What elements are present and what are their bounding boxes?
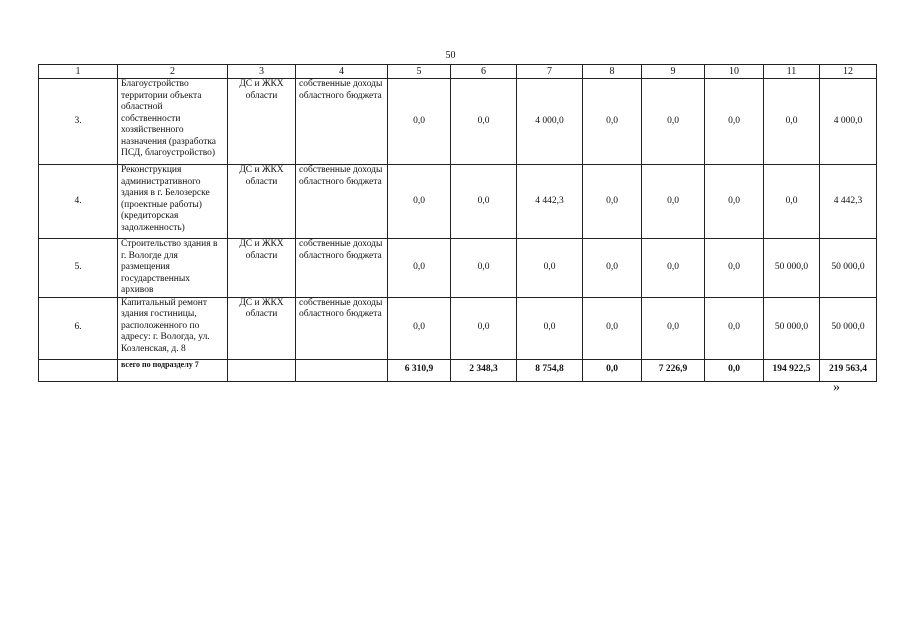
total-value: 0,0 bbox=[583, 359, 642, 381]
row-executor: ДС и ЖКХ области bbox=[228, 165, 296, 239]
column-header: 8 bbox=[583, 65, 642, 79]
row-value: 0,0 bbox=[388, 297, 451, 359]
row-value: 4 000,0 bbox=[820, 79, 877, 165]
total-label: всего по подразделу 7 bbox=[118, 359, 228, 381]
row-name: Строительство здания в г. Вологде для размещения государственных архивов bbox=[118, 239, 228, 298]
column-header: 1 bbox=[39, 65, 118, 79]
total-empty-cell bbox=[296, 359, 388, 381]
row-value: 0,0 bbox=[451, 165, 517, 239]
total-value: 6 310,9 bbox=[388, 359, 451, 381]
row-value: 50 000,0 bbox=[820, 239, 877, 298]
row-value: 0,0 bbox=[642, 79, 705, 165]
row-value: 0,0 bbox=[388, 79, 451, 165]
row-name: Реконструкция административного здания в г. Белозерске (проектные работы) (кредиторская задолженность) bbox=[118, 165, 228, 239]
column-header: 7 bbox=[517, 65, 583, 79]
row-value: 0,0 bbox=[517, 297, 583, 359]
column-header: 5 bbox=[388, 65, 451, 79]
row-index: 4. bbox=[39, 165, 118, 239]
row-index: 6. bbox=[39, 297, 118, 359]
row-value: 4 442,3 bbox=[517, 165, 583, 239]
row-value: 4 442,3 bbox=[820, 165, 877, 239]
total-empty-cell bbox=[228, 359, 296, 381]
row-value: 0,0 bbox=[705, 79, 764, 165]
row-value: 0,0 bbox=[388, 239, 451, 298]
row-executor: ДС и ЖКХ области bbox=[228, 297, 296, 359]
row-value: 4 000,0 bbox=[517, 79, 583, 165]
row-value: 0,0 bbox=[642, 239, 705, 298]
row-value: 0,0 bbox=[517, 239, 583, 298]
row-value: 0,0 bbox=[451, 297, 517, 359]
row-name: Благоустройство территории объекта областной собственности хозяйственного назначения (разработка ПСД, благоустройство) bbox=[118, 79, 228, 165]
row-executor: ДС и ЖКХ области bbox=[228, 79, 296, 165]
row-source: собственные доходы областного бюджета bbox=[296, 79, 388, 165]
total-value: 219 563,4 bbox=[820, 359, 877, 381]
total-value: 8 754,8 bbox=[517, 359, 583, 381]
column-number-row bbox=[39, 65, 877, 79]
table-row bbox=[39, 297, 877, 359]
row-source: собственные доходы областного бюджета bbox=[296, 165, 388, 239]
row-value: 0,0 bbox=[705, 165, 764, 239]
row-value: 0,0 bbox=[642, 165, 705, 239]
row-value: 0,0 bbox=[388, 165, 451, 239]
column-header: 2 bbox=[118, 65, 228, 79]
column-header: 6 bbox=[451, 65, 517, 79]
total-value: 2 348,3 bbox=[451, 359, 517, 381]
column-header: 10 bbox=[705, 65, 764, 79]
row-value: 50 000,0 bbox=[764, 239, 820, 298]
total-value: 194 922,5 bbox=[764, 359, 820, 381]
table-row bbox=[39, 239, 877, 298]
budget-table bbox=[38, 64, 877, 382]
row-index: 5. bbox=[39, 239, 118, 298]
column-header: 3 bbox=[228, 65, 296, 79]
row-value: 50 000,0 bbox=[820, 297, 877, 359]
row-value: 0,0 bbox=[705, 297, 764, 359]
total-value: 7 226,9 bbox=[642, 359, 705, 381]
row-value: 0,0 bbox=[583, 239, 642, 298]
row-value: 0,0 bbox=[764, 79, 820, 165]
page-number: 50 bbox=[445, 50, 456, 61]
row-value: 50 000,0 bbox=[764, 297, 820, 359]
row-value: 0,0 bbox=[451, 79, 517, 165]
row-executor: ДС и ЖКХ области bbox=[228, 239, 296, 298]
row-value: 0,0 bbox=[583, 297, 642, 359]
total-empty-cell bbox=[39, 359, 118, 381]
row-index: 3. bbox=[39, 79, 118, 165]
table-row bbox=[39, 79, 877, 165]
row-value: 0,0 bbox=[764, 165, 820, 239]
table-row bbox=[39, 165, 877, 239]
row-source: собственные доходы областного бюджета bbox=[296, 297, 388, 359]
total-value: 0,0 bbox=[705, 359, 764, 381]
column-header: 4 bbox=[296, 65, 388, 79]
row-source: собственные доходы областного бюджета bbox=[296, 239, 388, 298]
column-header: 11 bbox=[764, 65, 820, 79]
row-value: 0,0 bbox=[642, 297, 705, 359]
row-value: 0,0 bbox=[705, 239, 764, 298]
row-value: 0,0 bbox=[451, 239, 517, 298]
total-row bbox=[39, 359, 877, 381]
column-header: 12 bbox=[820, 65, 877, 79]
column-header: 9 bbox=[642, 65, 705, 79]
row-name: Капитальный ремонт здания гостиницы, расположенного по адресу: г. Вологда, ул. Козленская, д. 8 bbox=[118, 297, 228, 359]
row-value: 0,0 bbox=[583, 165, 642, 239]
row-value: 0,0 bbox=[583, 79, 642, 165]
closing-quote-mark: » bbox=[833, 380, 840, 395]
